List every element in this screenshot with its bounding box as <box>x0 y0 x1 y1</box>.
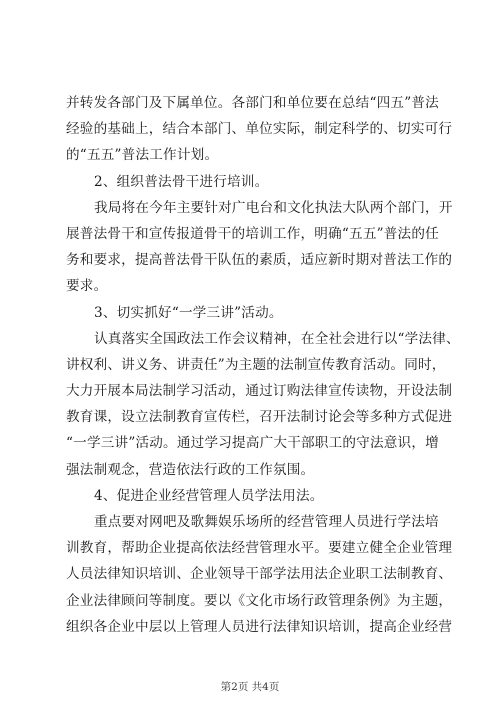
section-heading: 2、组织普法骨干进行培训。 <box>94 173 269 190</box>
page-number-footer: 第2页 共4页 <box>220 681 280 693</box>
text-line: 展普法骨干和宣传报道骨干的培训工作，明确“五五”普法的任 <box>66 225 439 242</box>
text-line: 教育课，设立法制教育宣传栏，召开法制讨论会等多种方式促进 <box>66 409 453 426</box>
text-line: 强法制观念，营造依法行政的工作氛围。 <box>66 461 315 478</box>
text-line: 讲权利、讲义务、讲责任”为主题的法制宣传教育活动。同时， <box>66 356 446 373</box>
section-heading: 3、切实抓好“一学三讲”活动。 <box>94 304 283 321</box>
paragraph-first-line: 我局将在今年主要针对广电台和文化执法大队两个部门，开 <box>94 199 453 216</box>
text-line: 的“五五”普法工作计划。 <box>66 147 219 164</box>
text-line: 企业法律顾问等制度。要以《文化市场行政管理条例》为主题， <box>66 592 453 609</box>
text-line: 人员法律知识培训、企业领导干部学法用法企业职工法制教育、 <box>66 566 453 583</box>
text-line: “一学三讲”活动。通过学习提高广大干部职工的守法意识，增 <box>66 435 439 452</box>
paragraph-first-line: 重点要对网吧及歌舞娱乐场所的经营管理人员进行学法培 <box>94 514 439 530</box>
section-heading: 4、促进企业经营管理人员学法用法。 <box>94 487 324 504</box>
text-line: 训教育，帮助企业提高依法经营管理水平。要建立健全企业管理 <box>66 540 453 557</box>
paragraph-first-line: 认真落实全国政法工作会议精神，在全社会进行以“学法律、 <box>94 330 460 347</box>
text-line: 大力开展本局法制学习活动，通过订购法律宣传读物，开设法制 <box>66 383 453 400</box>
text-line: 经验的基础上，结合本部门、单位实际，制定科学的、切实可行 <box>66 121 453 138</box>
text-line: 并转发各部门及下属单位。各部门和单位要在总结“四五”普法 <box>66 95 439 111</box>
document-body <box>66 90 460 640</box>
text-line: 组织各企业中层以上管理人员进行法律知识培训，提高企业经营 <box>66 618 453 635</box>
text-line: 要求。 <box>66 278 108 295</box>
text-line: 务和要求，提高普法骨干队伍的素质，适应新时期对普法工作的 <box>66 252 453 269</box>
